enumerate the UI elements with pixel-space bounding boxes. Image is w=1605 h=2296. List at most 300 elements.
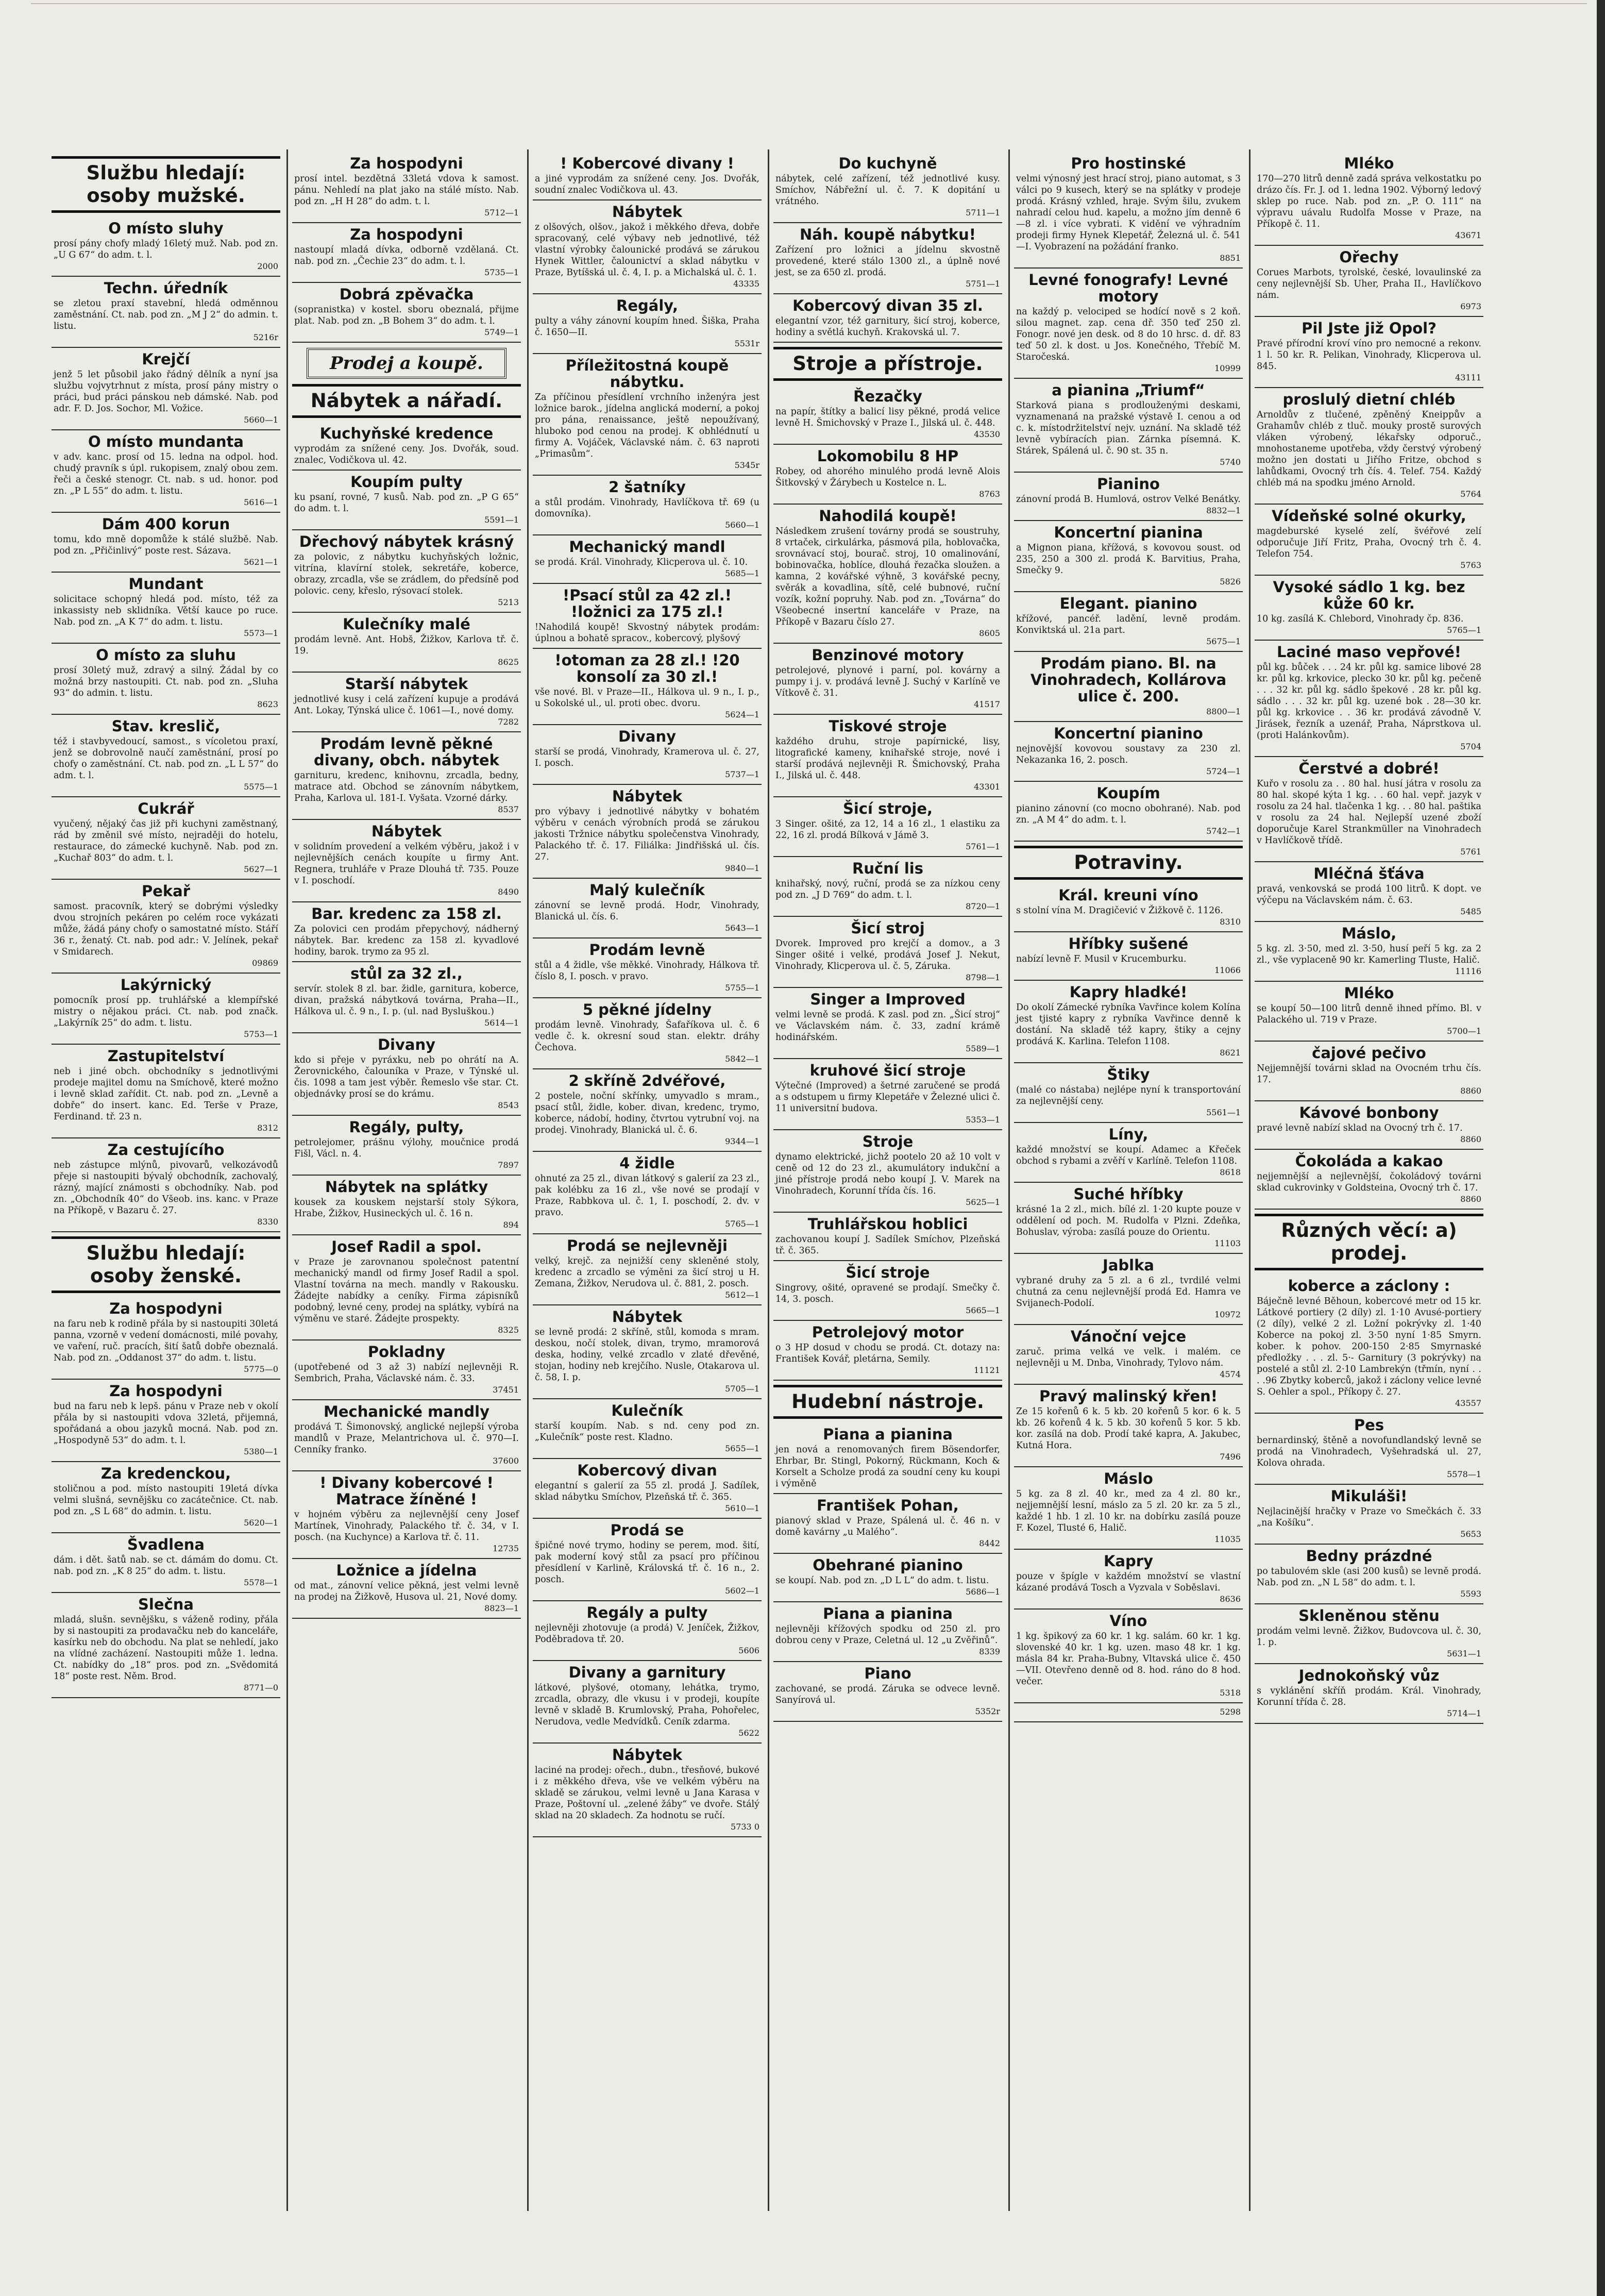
- ad-heading: Pokladny: [367, 1343, 446, 1361]
- classified-ad: [1255, 982, 1483, 1042]
- ad-reference-number: 10972: [1214, 1310, 1241, 1319]
- ad-heading: Kobercový divan 35 zl.: [792, 297, 983, 314]
- ad-text: prodává T. Šimonovský, anglické nejlepší výroba mandlů v Praze, Melantrichova ul. č. 970—I. Cenníky franko.: [294, 1422, 519, 1455]
- ad-heading: Kapry: [1103, 1552, 1153, 1570]
- classified-ad: [773, 917, 1002, 988]
- ad-reference-number: 5575—1: [244, 782, 278, 792]
- classified-ad: [1014, 152, 1243, 269]
- ad-heading: Dřechový nábytek krásný: [299, 533, 514, 550]
- classified-ad: [292, 223, 521, 283]
- ad-text: Báječně levné Běhoun, kobercové metr od 15 kr. Látkové portiery (2 díly) zl. 1·10 Avusé-portiery (2 díly), velké 2 zl. Ložní pokrývky zl. 1·40 Koberce na pokoj zl. 3·50 nyní 1·85 Smyrn. kober. k pohov. 200-150 2·85 Smyrnaské předložky . . . zl. 5·- Garnitury (3 pokrývky) na postelé a stůl zl. 2·10 Lambrekýn (třmín, nyní . . . .96 Zbytky koberců, jakož i záclony velice levné S. Oehler a spol., Příkopy č. 27.: [1257, 1296, 1481, 1397]
- classified-ad: [52, 1045, 280, 1138]
- ad-reference-number: 8605: [979, 628, 1000, 638]
- ad-text: tomu, kdo mně dopomůže k stálé službě. Nab. pod zn. „Přičinlivý“ poste rest. Sázava.: [54, 534, 278, 556]
- classified-ad: [1255, 862, 1483, 922]
- ad-text: samost. pracovník, který se dobrými výsledky dvou strojních pekáren po celém roce vykázati může, žádá pány chofy o samostatné místo. Stáří 36 r., ženatý. Ct. nab. pod adr.: V. Jelínek, pekař v Smidarech.: [54, 901, 278, 957]
- column-rule: [1249, 149, 1251, 2211]
- ad-text: a stůl prodám. Vinohrady, Havlíčkova tř. 69 (u domovníka).: [535, 497, 759, 519]
- ad-heading: Za hospodyni: [350, 155, 463, 172]
- classified-ad: [1255, 1414, 1483, 1485]
- ad-heading: 2 skříně 2dvéřové,: [568, 1072, 726, 1090]
- classified-ad: [1014, 722, 1243, 782]
- classified-ad: [533, 152, 762, 200]
- classified-ad: [533, 1459, 762, 1519]
- ad-reference-number: 8860: [1460, 1134, 1481, 1144]
- ad-heading: Máslo,: [1341, 925, 1397, 942]
- ad-text: o 3 HP dosud v chodu se prodá. Ct. dotazy na: František Kovář, pletárna, Semily.: [775, 1343, 1000, 1364]
- ad-reference-number: 8490: [498, 887, 519, 897]
- classified-ad: [1014, 1325, 1243, 1385]
- ad-heading: Regály, pulty,: [349, 1118, 464, 1136]
- ad-reference-number: 5733 0: [731, 1822, 759, 1832]
- ad-text: a jiné vyprodám za snížené ceny. Jos. Dvořák, soudní znalec Vodičkova ul. 43.: [535, 174, 759, 195]
- ad-text: prosí pány chofy mladý 16letý muž. Nab. pod zn. „U G 67“ do adm. t. l.: [54, 239, 278, 260]
- ad-heading: Piano: [864, 1665, 911, 1682]
- ad-text: kousek za kouskem nejstarší stoly Sýkora, Hrabe, Žižkov, Husineckých ul. č. 16 n.: [294, 1197, 519, 1219]
- column-rule: [768, 149, 769, 2211]
- ad-reference-number: 8339: [979, 1647, 1000, 1656]
- ad-heading: Náh. koupě nábytku!: [799, 226, 976, 243]
- ad-reference-number: 8800—1: [1206, 707, 1241, 716]
- ad-text: zánovní prodá B. Humlová, ostrov Velké Benátky.: [1016, 494, 1241, 505]
- ad-text: jenž 5 let působil jako řádný dělník a nyní jsa službu vojvytrhnut z místa, prosí pány mistry o práci, bud práci pánskou neb dámské. Nab. pod adr. F. D. Jos. Sochor, Ml. Vožice.: [54, 370, 278, 414]
- ad-heading: Prodám levně pěkné divany, obch. nábytek: [314, 735, 499, 769]
- classified-ad: [533, 584, 762, 649]
- ad-reference-number: 5602—1: [725, 1586, 759, 1596]
- ad-heading: Kobercový divan: [577, 1462, 717, 1479]
- classified-ad: [1255, 576, 1483, 641]
- ad-heading: Truhlářskou hoblici: [807, 1215, 968, 1233]
- ad-text: velmi výnosný jest hrací stroj, piano automat, s 3 válci po 9 kusech, který se na splátky v prodeje prodá. Krásný vzhled, hraje. Svým šilu, zvukem nahradí celou hud. kapelu, a možno jím denně 6—8 zl. i více vybrati. K vidění ve výhradním prodeji firmy Hynek Klepetář, Železná ul. č. 541—I. Vyobrazení na požádání franko.: [1016, 174, 1241, 252]
- ad-reference-number: 41517: [974, 699, 1000, 709]
- classified-ad: [292, 613, 521, 673]
- classified-ad: [773, 857, 1002, 917]
- ad-heading: 5 pěkné jídelny: [582, 1001, 712, 1018]
- ad-heading: Dám 400 korun: [102, 515, 230, 533]
- ad-reference-number: 5318: [1220, 1688, 1241, 1698]
- ad-reference-number: 5578—1: [244, 1578, 278, 1587]
- ad-text: v Praze je zarovnanou společnost patentní mechanický mandl od firmy Josef Radil a spol. Vlastní továrna na mech. mandly v Rakousku. Žádejte nabídky a ceníky. Firma zápisníků podobný, levné ceny, prodej na splátky, vybírá na výměnu ve staré. Žádejte prospekty.: [294, 1257, 519, 1324]
- ad-reference-number: 8621: [1220, 1048, 1241, 1058]
- ad-text: 5 kg. za 8 zl. 40 kr., med za 4 zl. 80 kr., nejjemnější lesní, máslo za 5 zl. 20 kr. za 5 zl., každé 1 hb. 1 zl. 10 kr. na dobírku zasílá pouze F. Kozel, Tlusté 6, Halič.: [1016, 1489, 1241, 1533]
- ad-heading: Bar. kredenc za 158 zl.: [311, 905, 502, 923]
- ad-text: prodám velmi levně. Žižkov, Budovcova ul. č. 30, 1. p.: [1257, 1626, 1481, 1648]
- ad-heading: Čerstvé a dobré!: [1298, 760, 1440, 777]
- ad-text: elegantní s galerií za 55 zl. prodá J. Sadílek, sklad nábytku Smíchov, Plzeňská tř. č. 365.: [535, 1481, 759, 1502]
- ad-text: s vyklánění skříň prodám. Král. Vinohrady, Korunní třída č. 28.: [1257, 1686, 1481, 1707]
- ad-heading: Za hospodyni: [350, 226, 463, 243]
- ad-heading: Za hospodyni: [109, 1300, 223, 1317]
- classified-ad: [52, 797, 280, 880]
- classified-ad: [533, 1519, 762, 1601]
- ad-heading: Divany a garnitury: [568, 1664, 726, 1681]
- classified-ad: [533, 649, 762, 725]
- ad-text: každé množství se koupí. Adamec a Křeček obchod s rybami a zvěří v Karlíně. Telefon 1108.: [1016, 1145, 1241, 1166]
- ad-heading: kruhové šicí stroje: [809, 1062, 966, 1079]
- ad-reference-number: 5616—1: [244, 497, 278, 507]
- classified-ad: [292, 673, 521, 732]
- classified-ad: [533, 1399, 762, 1459]
- ad-reference-number: 5578—1: [1447, 1469, 1481, 1479]
- ad-reference-number: 10999: [1214, 363, 1241, 373]
- ad-heading: Regály a pulty: [586, 1604, 708, 1621]
- ad-text: Následkem zrušení továrny prodá se soustruhy, 8 vrtaček, cirkulárka, pásmová pila, hoblovačka, srovnávací stoj, bourač. stroj, 10 omalinování, bobinovačka, hoblíce, dlouhá řezačka sloužen. a kamna, 2 kovářské výhně, 3 kovářské pecny, svěrák a kovadlina, sítě, celé bubnové, ruční vozík, kožní popruhy. Nab. pod zn. „Továrna“ do Všeobecné insertní kanceláře v Praze, na Příkopě v Bazaru číslo 27.: [775, 526, 1000, 627]
- ad-reference-number: 5561—1: [1206, 1108, 1241, 1117]
- ad-reference-number: 43557: [1455, 1398, 1481, 1408]
- classified-ad: [292, 471, 521, 530]
- ad-heading: proslulý dietní chléb: [1282, 391, 1456, 408]
- ad-reference-number: 5216r: [253, 332, 278, 342]
- ad-text: (upotřebené od 3 až 3) nabízí nejlevněji R. Sembrich, Praha, Václavské nám. č. 33.: [294, 1362, 519, 1384]
- ad-heading: Petrolejový motor: [812, 1323, 964, 1341]
- classified-ad: [773, 1494, 1002, 1554]
- ad-reference-number: 5761: [1460, 847, 1481, 857]
- classified-ad: [52, 974, 280, 1045]
- ad-reference-number: 5660—1: [244, 415, 278, 425]
- ad-heading: !otoman za 28 zl.! !20 konsolí za 30 zl.!: [554, 651, 740, 685]
- classified-ad: [292, 422, 521, 471]
- ad-heading: Máslo: [1104, 1470, 1153, 1487]
- ad-text: na papír, štítky a balicí lisy pěkné, prodá velice levně H. Šmichovský v Praze I., Jilská ul. č. 448.: [775, 407, 1000, 428]
- ad-text: 170—270 litrů denně zadá správa velkostatku po drázo čís. Fr. J. od 1. ledna 1902. Výborný ledový sklep po ruce. Nab. pod zn. „P. O. 111“ na výpravu uávalu Rudolfa Mosse v Praze, na Příkopě č. 11.: [1257, 174, 1481, 229]
- classified-ad: [773, 505, 1002, 644]
- ad-text: pomocník prosí pp. truhlářské a klempířské mistry o nějakou práci. Ct. nab. pod značk. „Lakýrník 25“ do adm. t. listu.: [54, 995, 278, 1028]
- classified-ad: [52, 573, 280, 644]
- ad-reference-number: 5705—1: [725, 1384, 759, 1394]
- ad-text: Corues Marbots, tyrolské, české, lovaulinské za ceny nejlevnější Sb. Uher, Praha II., Havlíčkovo nám.: [1257, 267, 1481, 300]
- ad-reference-number: 8312: [257, 1123, 278, 1133]
- classified-ad: [1255, 757, 1483, 862]
- classified-ad: [292, 1559, 521, 1619]
- classified-ad: [52, 1593, 280, 1698]
- classified-ad: [1255, 1664, 1483, 1724]
- ad-heading: Koncertní pianina: [1054, 524, 1203, 541]
- column-2: [292, 152, 521, 2208]
- ad-heading: Pes: [1354, 1416, 1384, 1434]
- classified-ad: [1255, 317, 1483, 388]
- ad-reference-number: 5622: [738, 1728, 759, 1738]
- ad-text: Arnoldův z tlučené, zpěněný Kneippův a Grahamův chléb z tluč. mouky prostě surových vláken výrobený, lékařsky odporuč., mnohostaneme upotřeba, vždy čerstvý výrobený možno jen dostati u Jiřího Fritze, obchod s lahůdkami, Ovocný trh čís. 4. Telef. 754. Každý chléb má na spodku jméno Arnold.: [1257, 410, 1481, 488]
- ad-heading: Mechanický mandl: [569, 538, 725, 556]
- ad-reference-number: 5631—1: [1447, 1649, 1481, 1658]
- ad-text: zachovanou koupí J. Sadílek Smíchov, Plzeňská tř. č. 365.: [775, 1234, 1000, 1256]
- ad-heading: Za kredenckou,: [100, 1465, 231, 1482]
- classified-ad: [292, 1116, 521, 1176]
- classified-ad: [773, 988, 1002, 1059]
- ad-heading: Pekař: [141, 882, 191, 900]
- ad-heading: Ruční lis: [852, 860, 923, 877]
- section-heading: Nábytek a nářadí.: [292, 384, 521, 418]
- ad-text: 10 kg. zasílá K. Chlebord, Vinohrady čp. 836.: [1257, 614, 1464, 624]
- classified-ad: [1014, 1063, 1243, 1123]
- ad-heading: Levné fonografy! Levné motory: [1028, 271, 1228, 305]
- classified-ad: [773, 1554, 1002, 1602]
- classified-ad: [773, 644, 1002, 715]
- ad-reference-number: 5625—1: [966, 1197, 1000, 1207]
- ad-heading: ! Kobercové divany !: [560, 155, 734, 172]
- ad-reference-number: 37600: [493, 1456, 519, 1466]
- ad-reference-number: 5614—1: [484, 1018, 519, 1028]
- ad-reference-number: 5685—1: [725, 568, 759, 578]
- ad-reference-number: 5655—1: [725, 1444, 759, 1453]
- classified-ad: [533, 1661, 762, 1744]
- ad-text: dynamo elektrické, jichž pootelo 20 až 10 volt v ceně od 12 do 23 zl., akumulátory indukční a jiné přístroje prodá nebo koupí J. V. Marek na Vinohradech, Korunní třída čís. 16.: [775, 1152, 1000, 1196]
- ad-text: Robey, od ahorého minulého prodá levně Alois Šitkovský v Žárybech u Kostelce n. L.: [775, 466, 1000, 488]
- classified-ad: [1014, 1385, 1243, 1467]
- ad-reference-number: 5735—1: [484, 267, 519, 277]
- ad-text: krásné 1a 2 zl., mich. bílé zl. 1·20 kupte pouze v oddělení od poch. M. Rudolfa v Plzni. Zdeňka, Bohuslav, výroba: zasílá pouze do Orientu.: [1016, 1204, 1241, 1237]
- classified-ad: [1255, 246, 1483, 317]
- ad-reference-number: 8798—1: [966, 973, 1000, 982]
- ad-heading: Nábytek: [612, 1746, 683, 1764]
- ad-text: se zletou praxí stavební, hledá odměnnou zaměstnání. Ct. nab. pod zn. „M J 2“ do admin. t. listu.: [54, 298, 278, 331]
- classified-ad: [773, 1130, 1002, 1213]
- classified-ad: [1014, 1183, 1243, 1254]
- classified-ad: [292, 530, 521, 613]
- classified-ad: [1014, 269, 1243, 379]
- ad-reference-number: 5775—0: [244, 1364, 278, 1374]
- classified-ad: [1014, 521, 1243, 592]
- ad-text: Dvorek. Improved pro krejčí a domov., a 3 Singer ošité i velké, prodává Josef J. Nekut, Vinohrady, Klicperova ul. č. 5, Záruka.: [775, 938, 1000, 971]
- ad-text: jen nová a renomovaných firem Bösendorfer, Ehrbar, Br. Stingl, Pokorný, Rückmann, Koch & Korselt a Scholze prodá za soudní ceny ku koupi i výměně: [775, 1445, 1000, 1489]
- ad-text: nejlevněji křížových spodku od 250 zl. pro dobrou ceny v Praze, Celetná ul. 12 „u Zvěřinů“.: [775, 1624, 1000, 1646]
- ad-text: ohnuté za 25 zl., divan látkový s galerií za 23 zl., pak kolébku za 16 zl., vše nové se prodají v Praze, Rabbkova ul. č. 1, I. poschodí, 2. dv. v pravo.: [535, 1174, 759, 1218]
- ad-text: vyprodám za snížené ceny. Jos. Dvořák, soud. znalec, Vodičkova ul. 42.: [294, 444, 519, 465]
- ad-reference-number: 5742—1: [1206, 826, 1241, 836]
- ad-reference-number: 4574: [1220, 1369, 1241, 1379]
- classified-ad: [533, 476, 762, 535]
- section-heading: Stroje a přístroje.: [773, 347, 1002, 381]
- ad-text: (sopranistka) v kostel. sboru obeznalá, přijme plat. Nab. pod zn. „B Bohem 3“ do adm. t. l.: [294, 305, 519, 326]
- ad-reference-number: 5352r: [975, 1706, 1000, 1716]
- classified-ad: [1014, 932, 1243, 981]
- classified-ad: [52, 1462, 280, 1533]
- ad-text: Kuřo v rosolu za . . 80 hal. husí játra v rosolu za 80 hal. skopé kýta 1 kg. . . 60 hal. vepř. jazyk v rosolu za 24 hal. tlačenka 1 kg. . . 80 hal. paštika v rosolu za 24 hal. Nejlepší uzené zboží doporučuje Karel Strankmüller na Vinohradech v Havlíčkově třídě.: [1257, 779, 1481, 846]
- ad-reference-number: 11035: [1214, 1534, 1241, 1544]
- ad-reference-number: 5213: [498, 597, 519, 607]
- ad-heading: Elegant. pianino: [1059, 595, 1197, 612]
- ad-heading: Lokomobilu 8 HP: [817, 447, 959, 465]
- ad-heading: Kuchyňské kredence: [319, 425, 494, 442]
- ad-reference-number: 5712—1: [484, 208, 519, 217]
- classified-ad: [1014, 1254, 1243, 1325]
- ad-reference-number: 6973: [1460, 301, 1481, 311]
- classified-ad: [533, 879, 762, 938]
- classified-ad: [292, 732, 521, 820]
- ad-reference-number: 5353—1: [966, 1115, 1000, 1125]
- ad-reference-number: 5737—1: [725, 769, 759, 779]
- ad-text: prosí intel. bezdětná 33letá vdova k samost. pánu. Nehledí na plat jako na stálé místo. Nab. pod zn. „H H 28“ do adm. t. l.: [294, 174, 519, 207]
- ad-heading: koberce a záclony :: [1288, 1277, 1450, 1295]
- classified-ad: [533, 998, 762, 1069]
- ad-heading: Šicí stroj: [851, 919, 925, 937]
- ad-heading: Cukrář: [138, 800, 194, 817]
- classified-ad: [52, 880, 280, 974]
- ad-text: na každý p. velociped se hodící nově s 2 koň. silou magnet. zap. cena dř. 350 teď 250 zl. Fonogr. nové jen desk. od 8 do 10 hrsc. d. dř. 83 teď 50 zl. k dost. u Jos. Konečného, Třebíč M. Staročeská.: [1016, 307, 1241, 362]
- ad-reference-number: 5606: [738, 1646, 759, 1655]
- classified-ad: [292, 1176, 521, 1235]
- ad-heading: Mechanické mandly: [323, 1403, 490, 1420]
- ad-reference-number: 5593: [1460, 1589, 1481, 1599]
- ad-text: 3 Singer. ošité, za 12, 14 a 16 zl., 1 elastiku za 22, 16 zl. prodá Bílková v Jámě 3.: [775, 819, 1000, 841]
- ad-reference-number: 5531r: [734, 339, 759, 348]
- ad-heading: Jablka: [1103, 1256, 1154, 1274]
- classified-ad: [1014, 1703, 1243, 1722]
- ad-heading: František Pohan,: [817, 1497, 959, 1514]
- classified-ad: [1014, 1467, 1243, 1550]
- ad-reference-number: 5627—1: [244, 864, 278, 874]
- ad-text: ku psaní, rovné, 7 kusů. Nab. pod zn. „P G 65“ do adm. t. l.: [294, 492, 519, 514]
- ad-reference-number: 5620—1: [244, 1518, 278, 1528]
- classified-ad: [773, 1261, 1002, 1321]
- classified-ad: [1255, 388, 1483, 505]
- ad-reference-number: 5624—1: [725, 710, 759, 719]
- ad-heading: O místo sluhy: [108, 220, 224, 237]
- ad-text: pro výbavy i jednotlivé nábytky v bohatém výběru v cenách výrobních prodá se zárukou jakosti Tržnice nábytku společenstva Vinohrady, Palackého tř. č. 17. Filiálka: Jindřišská ul. čís. 27.: [535, 807, 759, 862]
- ad-reference-number: 5700—1: [1447, 1026, 1481, 1036]
- classified-ad: [292, 152, 521, 223]
- ad-reference-number: 5610—1: [725, 1503, 759, 1513]
- classified-ad: [1014, 592, 1243, 652]
- ad-reference-number: 8537: [498, 805, 519, 814]
- ad-text: Nejlacinější hračky v Praze vo Smečkách č. 33 „na Košíku“.: [1257, 1506, 1481, 1528]
- ad-reference-number: 12735: [493, 1544, 519, 1553]
- classified-ad: [1255, 1485, 1483, 1545]
- classified-ad: [533, 294, 762, 354]
- ad-text: bernardinský, štěně a novofundlandský levně se prodá na Vinohradech, Vyšehradská ul. 27, Kolova ohrada.: [1257, 1435, 1481, 1468]
- ad-text: a Mignon piana, křížová, s kovovou soust. od 235, 250 a 300 zl. prodá K. Barvitius, Praha, Smečky 9.: [1016, 543, 1241, 576]
- ad-text: též i stavbyvedoucí, samost., s vícoletou praxí, jenž se dobrovolně naučí zaměstnání, prosí po chofy o zaměstnání. Ct. nab. pod zn. „L L 57“ do adm. t. l.: [54, 736, 278, 781]
- ad-text: pravé levně nabízí sklad na Ovocný trh č. 17.: [1257, 1123, 1463, 1133]
- ad-text: vyučený, nějaký čas již při kuchyni zaměstnaný, rád by změnil své místo, nejraději do hotelu, restaurace, do zámecké kuchyně. Nab. pod zn. „Kuchař 803“ do adm. t. l.: [54, 819, 278, 863]
- ad-reference-number: 894: [503, 1220, 519, 1230]
- ad-heading: Za cestujícího: [107, 1141, 225, 1159]
- ad-heading: Mléko: [1344, 155, 1394, 172]
- classified-ad: [773, 1662, 1002, 1722]
- ad-reference-number: 5660—1: [725, 520, 759, 530]
- ad-reference-number: 5765—1: [725, 1219, 759, 1229]
- ad-heading: Do kuchyně: [838, 155, 937, 172]
- ad-text: v solidním provedení a velkém výběru, jakož i v nejlevnějších cenách koupíte u firmy Ant. Regnera, truhláře v Praze Dlouhá tř. 735. Pouze v I. poschodí.: [294, 842, 519, 886]
- ad-reference-number: 5643—1: [725, 923, 759, 933]
- column-6: [1255, 152, 1483, 2208]
- ad-text: zaruč. prima velká ve velk. i malém. ce nejlevněji u M. Dnba, Vinohrady, Tylovo nám.: [1016, 1347, 1241, 1368]
- classified-ad: [773, 1602, 1002, 1662]
- ad-reference-number: 5653: [1460, 1529, 1481, 1539]
- ad-reference-number: 8832—1: [1206, 506, 1241, 515]
- classified-ad: [533, 354, 762, 476]
- ad-text: nejjemnější a nejlevnější, čokoládový továrni sklad cukrovinky v Goldsteina, Ovocný trh č. 17.: [1257, 1171, 1481, 1193]
- ad-reference-number: 5753—1: [244, 1029, 278, 1039]
- ad-heading: Dobrá zpěvačka: [339, 286, 474, 303]
- ad-text: elegantní vzor, též garnitury, šicí stroj, koberce, hodiny a světlá kuchyň. Krakovská ul. 7.: [775, 316, 1000, 338]
- ad-reference-number: 43671: [1455, 230, 1481, 240]
- ad-reference-number: 8325: [498, 1325, 519, 1335]
- classified-ad: [292, 283, 521, 343]
- classified-ad: [533, 938, 762, 998]
- classified-ad: [1014, 473, 1243, 521]
- ad-text: na faru neb k rodině přála by si nastoupiti 30letá panna, vzorně v vedení domácnosti, milé povahy, ve vaření, ruč. pracích, šití šatů dobře obeznalá. Nab. pod zn. „Oddanost 37“ do adm. t. listu.: [54, 1319, 278, 1363]
- ad-text: jednotlivé kusy i celá zařízení kupuje a prodává Ant. Lokay, Týnská ulice č. 1061—I., nové domy.: [294, 694, 519, 716]
- classified-ad: [1014, 1550, 1243, 1610]
- ad-heading: Techn. úředník: [104, 279, 228, 297]
- ad-heading: Bedny prázdné: [1306, 1547, 1432, 1565]
- ad-heading: Nahodilá koupě!: [819, 507, 957, 525]
- ad-heading: Pravý malinský křen!: [1039, 1387, 1218, 1405]
- classified-ad: [1255, 1150, 1483, 1210]
- classified-ad: [52, 715, 280, 797]
- ad-heading: Mikuláši!: [1330, 1487, 1408, 1505]
- ad-reference-number: 37451: [493, 1385, 519, 1395]
- ad-text: Pravé přírodní kroví víno pro nemocné a rekonv. 1 l. 50 kr. R. Pelikan, Vinohrady, Klicperova ul. 845.: [1257, 339, 1481, 372]
- ad-heading: Hříbky sušené: [1068, 935, 1189, 952]
- ad-reference-number: 11116: [1455, 966, 1481, 976]
- ad-heading: Pil Jste již Opol?: [1302, 320, 1437, 337]
- ad-heading: Šicí stroje: [846, 1264, 930, 1281]
- ad-text: vybrané druhy za 5 zl. a 6 zl., tvrdilé velmi chutná za cenu nejlevnější prodá Ed. Hamra ve Svijanech-Podolí.: [1016, 1276, 1241, 1309]
- ad-heading: Víno: [1109, 1612, 1147, 1630]
- ad-text: Za polovici cen prodám přepychový, nádherný nábytek. Bar. kredenc za 158 zl. kyvadlové hodiny, barok. trymo za 95 zl.: [294, 924, 519, 957]
- ad-text: Ze 15 kořenů 6 k. 5 kb. 20 kořenů 5 kor. 6 k. 5 kb. 26 kořenů 4 k. 5 kb. 30 kořenů 5 kor. 5 kb. kor. zasílá na dob. Prodí také kapra, A. Jakubec, Kutná Hora.: [1016, 1406, 1241, 1451]
- page-edge: [31, 3, 1587, 4]
- ad-text: mladá, slušn. sevnějšku, s váženě rodiny, přála by si nastoupiti za prodavačku neb do kanceláře, kasírku neb do obchodu. Na plat se nehledí, jako na vlídné zacházení. Nastoupiti může 1. ledna. Ct. nabídky do „18“ pros. pod zn. „Svědomitá 18“ poste rest. Něm. Brod.: [54, 1615, 278, 1682]
- ad-heading: Vídeňské solné okurky,: [1272, 507, 1466, 525]
- ad-text: z olšových, olšov., jakož i měkkého dřeva, dobře spracovaný, celé výbavy neb jednotlivé, též vlastní výrobky čalounické prodává se zárukou Hynek Wittler, čalounictví a sklad nábytku v Praze, Bytíšská ul. č. 4, I. p. a Michalská ul. č. 1.: [535, 222, 759, 278]
- ad-heading: Za hospodyni: [109, 1382, 223, 1400]
- classified-ad: [1014, 884, 1243, 932]
- ad-text: Singrovy, ošité, opravené se prodají. Smečky č. 14, 3. posch.: [775, 1283, 1000, 1304]
- ad-text: se prodá. Král. Vinohrady, Klicperova ul. č. 10.: [535, 557, 748, 567]
- ad-heading: čajové pečivo: [1312, 1044, 1426, 1062]
- classified-ad: [1014, 652, 1243, 722]
- ad-text: nabízí levně F. Musil v Krucemburku.: [1016, 954, 1187, 964]
- ad-heading: Stav. kreslič,: [111, 717, 221, 735]
- classified-ad: [52, 277, 280, 348]
- classified-ad: [773, 1059, 1002, 1130]
- ad-reference-number: 5751—1: [966, 279, 1000, 289]
- ad-text: se koupí 50—100 litrů denně ihned přímo. Bl. v Palackého ul. 719 v Praze.: [1257, 1003, 1481, 1025]
- ad-heading: Kapry hladké!: [1069, 983, 1188, 1001]
- ad-text: nábytek, celé zařízení, též jednotlivé kusy. Smíchov, Nábřežní ul. č. 7. K dopitání u vrátného.: [775, 174, 1000, 207]
- ad-heading: Kulečník: [611, 1402, 683, 1419]
- classified-ad: [292, 902, 521, 962]
- ad-reference-number: 5724—1: [1206, 766, 1241, 776]
- classified-ad: [52, 1138, 280, 1232]
- classified-ad: [292, 820, 521, 902]
- classified-ad: [773, 1423, 1002, 1494]
- ad-heading: Malý kulečník: [589, 881, 705, 899]
- classified-ad: [773, 294, 1002, 343]
- column-rule: [1008, 149, 1010, 2211]
- ad-text: pulty a váhy zánovní koupím hned. Šiška, Praha č. 1650—II.: [535, 316, 759, 338]
- ad-reference-number: 11066: [1214, 965, 1241, 975]
- ad-heading: ! Divany kobercové ! Matrace žíněné !: [319, 1474, 494, 1508]
- classified-ad: [1255, 641, 1483, 757]
- ad-heading: Mundant: [128, 575, 204, 593]
- ad-text: kdo si přeje v pyráxku, neb po ohrátí na A. Žerovnického, čalouníka v Praze, v Týnské ul. čis. 1098 a tam jest výběr. Řemeslo vše star. Ct. objednávky prosí se do krámu.: [294, 1055, 519, 1099]
- ad-reference-number: 5298: [1220, 1707, 1241, 1717]
- ad-reference-number: 9840—1: [725, 863, 759, 873]
- ad-text: knihařský, nový, ruční, prodá se za nízkou ceny pod zn. „J D 769“ do adm. t. l.: [775, 879, 1000, 900]
- column-4: [773, 152, 1002, 2208]
- classified-ad: [533, 1744, 762, 1837]
- ad-reference-number: 8618: [1220, 1167, 1241, 1177]
- ad-reference-number: 8823—1: [484, 1603, 519, 1613]
- ad-heading: Kávové bonbony: [1299, 1104, 1439, 1121]
- ad-text: pouze v špígle v každém množství se vlastní kázané prodává Tosch a Vyzvala v Soběslavi.: [1016, 1571, 1241, 1593]
- ad-heading: Zastupitelství: [107, 1047, 225, 1065]
- ad-heading: !Psací stůl za 42 zl.! !ložnici za 175 zl.!: [563, 586, 732, 621]
